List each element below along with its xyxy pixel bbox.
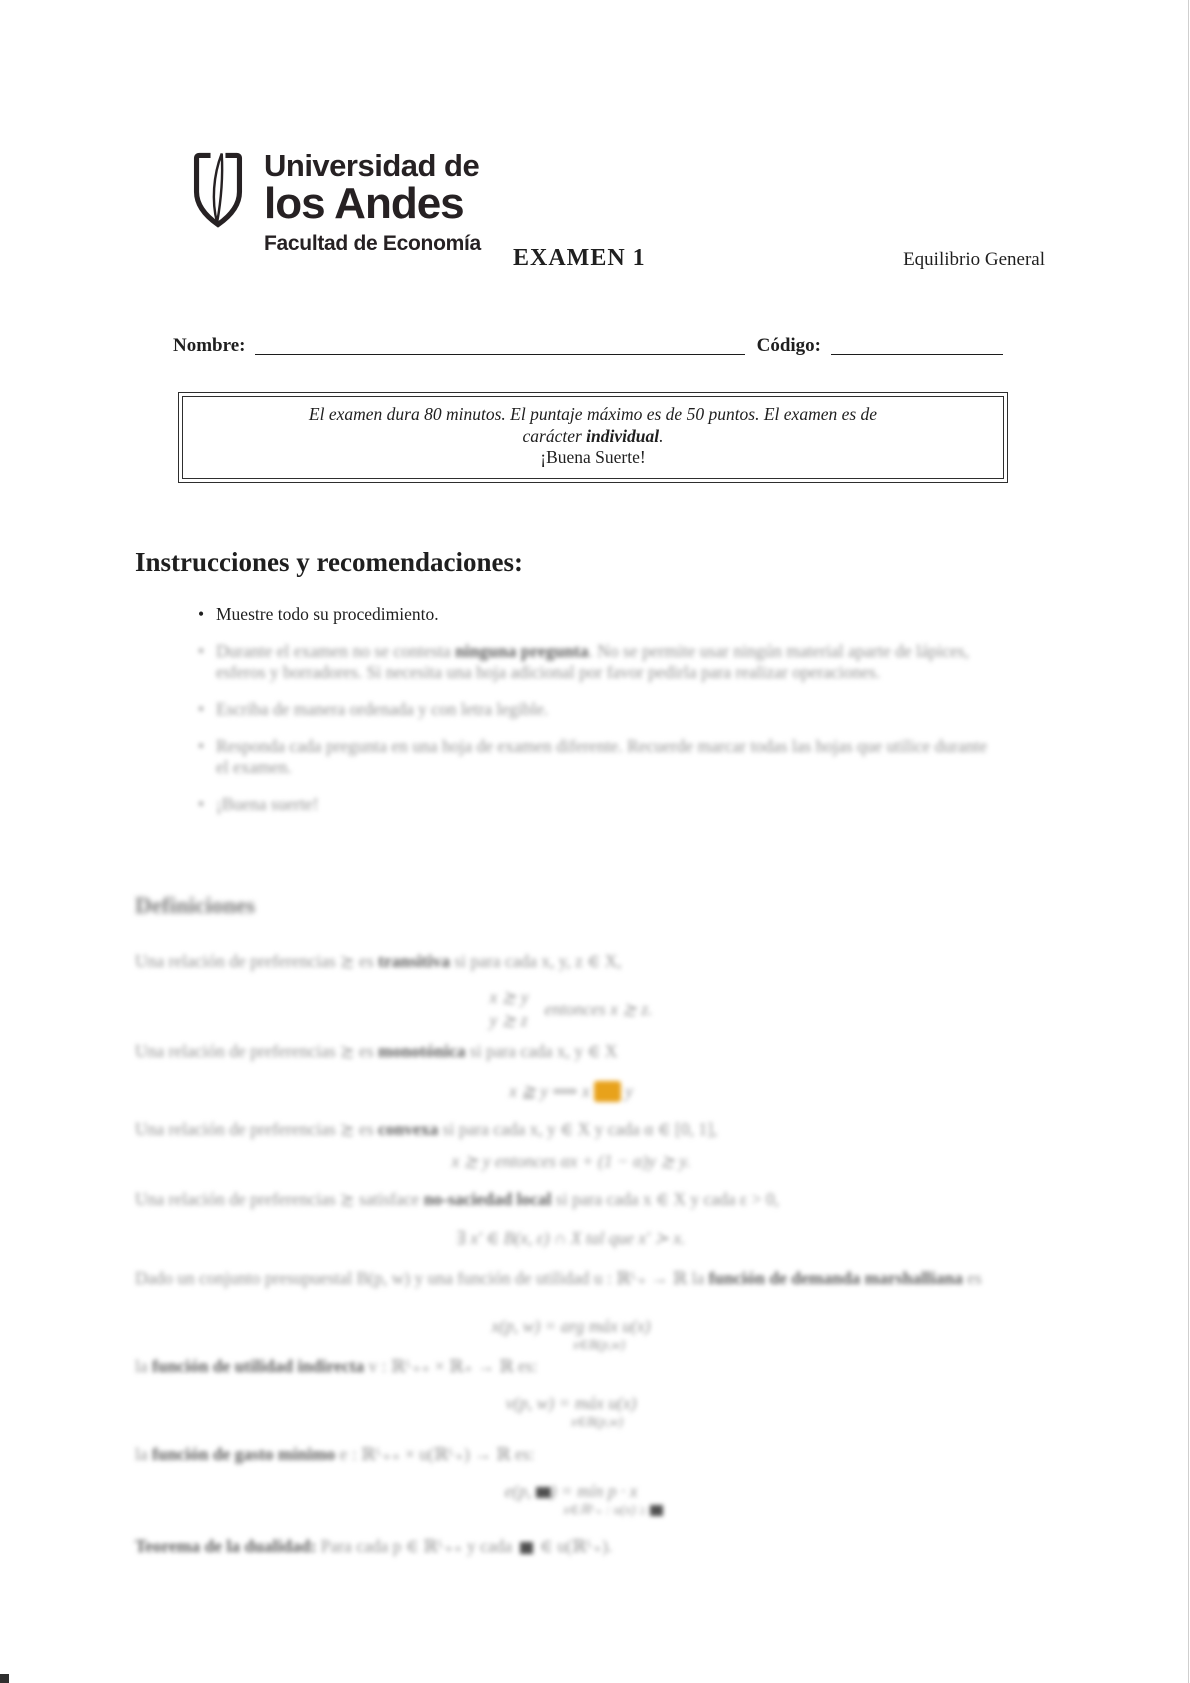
math-tail: entonces x ≿ z.: [544, 998, 653, 1019]
math7-sub-pre: x∈ℝᴸ₊ : u(x) ≥: [563, 1502, 650, 1517]
math-stack-top: x ≿ y: [489, 987, 529, 1007]
definition-paragraph: [135, 1189, 1007, 1210]
instruction-text: [216, 641, 998, 683]
university-logo: [190, 150, 481, 254]
instruction-text: Escriba de manera ordenada y con letra legible.: [216, 699, 549, 719]
math6-main: v(p, w) = máx u(x): [505, 1393, 637, 1413]
def4-post: si para cada x ∈ X y cada ε > 0,: [551, 1189, 779, 1209]
definition-paragraph: [135, 1119, 1007, 1140]
notice-line2-post: .: [659, 425, 664, 446]
math-stack-col: [490, 986, 529, 1032]
dark-marker: [536, 1487, 551, 1498]
dark-marker: [650, 1505, 663, 1516]
student-id-row: [173, 332, 1003, 357]
bullet-icon: •: [198, 736, 205, 756]
definition-paragraph: [135, 1041, 1007, 1062]
university-shield-icon: [190, 150, 246, 230]
code-fill-line: [831, 332, 1003, 355]
definition-math: [135, 1316, 1007, 1352]
university-logo-text: [264, 150, 481, 254]
dark-marker: [520, 1542, 533, 1554]
definition-math: ∃ x′ ∈ B(x, ε) ∩ X tal que x′ ≻ x.: [456, 1228, 686, 1248]
def8-term: Teorema de la dualidad:: [135, 1536, 317, 1556]
instruction-text-bold: ninguna pregunta: [455, 641, 589, 661]
instruction-item-blurred: [198, 641, 998, 683]
math7-main-pre: e(p,: [504, 1481, 536, 1501]
def1-term: transitiva: [378, 951, 450, 971]
math-stack-bottom: y ≿ z: [489, 1010, 528, 1030]
def3-pre: Una relación de preferencias ≿ es: [135, 1119, 379, 1139]
bullet-icon: •: [198, 794, 205, 814]
def5-post: es: [962, 1268, 982, 1288]
university-name-line2: los Andes: [264, 179, 464, 228]
definition-math: [135, 1393, 1007, 1429]
notice-line2-pre: carácter: [522, 425, 587, 446]
definition-math: [135, 986, 1007, 1032]
def6-term: función de utilidad indirecta: [152, 1356, 365, 1376]
bullet-icon: •: [198, 699, 205, 719]
duality-theorem-paragraph: [135, 1536, 1007, 1557]
instruction-text: Responda cada pregunta en una hoja de examen diferente. Recuerde marcar todas las hojas que utilice durante el examen.: [216, 736, 988, 777]
notice-line2: [209, 426, 977, 448]
scan-artifact-corner: [0, 1674, 9, 1683]
bullet-icon: •: [198, 604, 205, 624]
instruction-item-blurred: [198, 736, 998, 778]
notice-line2-bold: individual: [586, 425, 660, 446]
bullet-icon: •: [198, 641, 205, 661]
def6-pre: la: [135, 1356, 153, 1376]
math7-main-post: ) = mín p · x: [550, 1481, 638, 1501]
definition-paragraph: [135, 1444, 1007, 1465]
def4-pre: Una relación de preferencias ≿ satisface: [135, 1189, 424, 1209]
def2-post: si para cada x, y ∈ X: [465, 1041, 618, 1061]
name-fill-line: [255, 332, 744, 355]
math2-lead: x ≧ y ⟹ x: [509, 1081, 595, 1101]
math7-main: [505, 1481, 638, 1501]
math5-main: x(p, w) = arg máx u(x): [491, 1316, 651, 1336]
instructions-list: [198, 604, 998, 831]
def3-term: convexa: [378, 1119, 439, 1139]
def4-term: no-saciedad local: [423, 1189, 552, 1209]
definition-paragraph: [135, 951, 1007, 972]
def8-tail: ∈ u(ℝᴸ₊).: [535, 1536, 613, 1556]
orange-highlight-marker: [594, 1081, 621, 1102]
definition-paragraph: [135, 1268, 1007, 1289]
definition-math: [135, 1481, 1007, 1517]
def1-post: si para cada x, y, z ∈ X,: [449, 951, 622, 971]
name-label: Nombre:: [173, 335, 246, 356]
instruction-text: Muestre todo su procedimiento.: [216, 604, 439, 624]
def6-post: v : ℝᴸ₊₊ × ℝ₊ → ℝ es:: [364, 1356, 538, 1376]
definition-math: x ≿ y entonces αx + (1 − α)y ≿ y.: [451, 1151, 691, 1171]
math5-subscript: x∈B(p,w): [572, 1337, 626, 1352]
math2-tail: y: [620, 1081, 633, 1101]
instruction-item: [198, 604, 998, 625]
math6-subscript: x∈B(p,w): [570, 1414, 624, 1429]
notice-box-inner: [182, 396, 1004, 479]
scan-artifact-right-edge: [1188, 0, 1189, 1683]
faculty-name: Facultad de Economía: [264, 232, 481, 255]
def3-post: si para cada x, y ∈ X y cada α ∈ [0, 1],: [438, 1119, 718, 1139]
definitions-heading: Definiciones: [135, 893, 256, 918]
instructions-heading: Instrucciones y recomendaciones:: [135, 547, 523, 577]
instruction-item-blurred: [198, 699, 998, 720]
instruction-text: ¡Buena suerte!: [216, 794, 319, 814]
math-stack: [490, 986, 653, 1032]
instruction-item-blurred: [198, 794, 998, 815]
def2-term: monotónica: [378, 1041, 466, 1061]
def2-pre: Una relación de preferencias ≿ es: [135, 1041, 379, 1061]
university-name-line1: Universidad de: [264, 148, 480, 183]
def8-mid: Para cada p ∈ ℝᴸ₊₊ y cada: [316, 1536, 517, 1556]
definition-math: [135, 1081, 1007, 1102]
def1-pre: Una relación de preferencias ≿ es: [135, 951, 379, 971]
instruction-text-pre: Durante el examen no se contesta: [216, 641, 456, 661]
def5-pre: Dado un conjunto presupuestal B(p, w) y una función de utilidad u : ℝᴸ₊ → ℝ la: [135, 1268, 709, 1288]
instruction-text-post: . No se permite usar ningún material aparte de lápices, esferos y borradores. Si necesita una hoja adicional por favor pedirla para realizar operaciones.: [216, 641, 969, 682]
notice-line3: ¡Buena Suerte!: [540, 447, 646, 468]
notice-box: [178, 392, 1008, 483]
course-name: Equilibrio General: [903, 249, 1045, 270]
def5-term: función de demanda marshalliana: [708, 1268, 963, 1288]
def7-pre: la: [135, 1444, 153, 1464]
def7-term: función de gasto mínimo: [152, 1444, 336, 1464]
notice-line1: El examen dura 80 minutos. El puntaje máximo es de 50 puntos. El examen es de: [308, 404, 878, 424]
definition-paragraph: [135, 1356, 1007, 1377]
math7-subscript: [177, 1503, 1049, 1517]
exam-title: EXAMEN 1: [513, 245, 646, 271]
code-label: Código:: [756, 335, 821, 356]
def7-post: e : ℝᴸ₊₊ × u(ℝᴸ₊) → ℝ es:: [335, 1444, 535, 1464]
